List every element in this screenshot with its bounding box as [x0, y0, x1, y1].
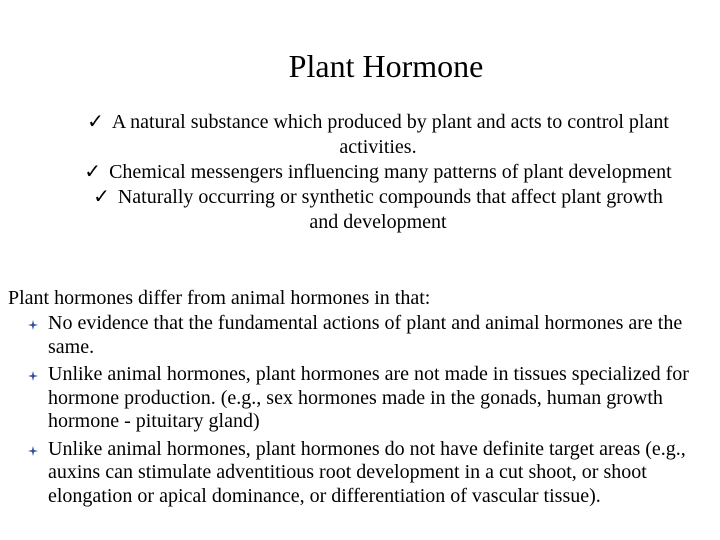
- diamond-bullet-icon: [28, 371, 38, 381]
- check-icon: ✓: [84, 161, 102, 183]
- comparison-list: [28, 312, 716, 512]
- comparison-item: No evidence that the fundamental actions of plant and animal hormones are the same.: [28, 312, 716, 359]
- diamond-bullet-icon: [28, 320, 38, 330]
- definition-list: [84, 110, 672, 235]
- comparison-item: Unlike animal hormones, plant hormones do not have definite target areas (e.g., auxins can stimulate adventitious root development in a cut shoot, or shoot elongation or apical dominance, or differentiation of vascular tissue).: [28, 438, 716, 509]
- definition-item: ✓ Naturally occurring or synthetic compounds that affect plant growth and development: [93, 186, 663, 233]
- check-icon: ✓: [87, 111, 104, 133]
- check-icon: ✓: [93, 186, 110, 208]
- comparison-item: Unlike animal hormones, plant hormones are not made in tissues specialized for hormone production. (e.g., sex hormones made in the gonads, human growth hormone - pituitary gland): [28, 363, 716, 434]
- comparison-intro: Plant hormones differ from animal hormones in that:: [8, 287, 431, 309]
- definition-item: ✓ A natural substance which produced by plant and acts to control plant activities.: [87, 111, 669, 158]
- diamond-bullet-icon: [28, 446, 38, 456]
- slide-title: Plant Hormone: [288, 48, 484, 84]
- definition-item: ✓ Chemical messengers influencing many patterns of plant development: [84, 161, 672, 183]
